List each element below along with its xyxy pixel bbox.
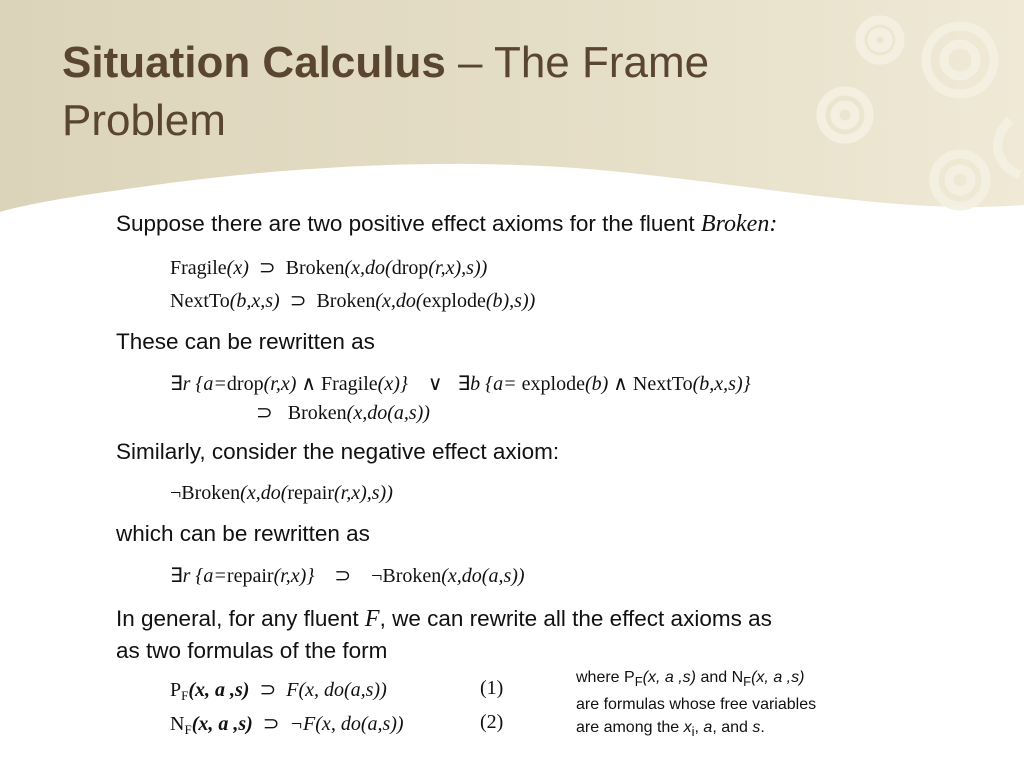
rw2-b: Broken <box>287 402 347 424</box>
note-l3-d: . <box>760 719 765 736</box>
rw1-m: (b,x,s)} <box>692 373 751 395</box>
f2-body: ¬F(x, do(a,s)) <box>289 713 404 735</box>
negrw-a: ∃ <box>170 565 183 587</box>
rw1-d: (r,x) <box>263 373 297 395</box>
note-l3-a: are among the <box>576 719 684 736</box>
rw1-l: ∧ NextTo <box>608 373 693 395</box>
neg-d: (r,x),s)) <box>334 482 393 504</box>
neg-c: repair <box>287 482 334 504</box>
rewrite-positive <box>170 371 751 396</box>
ax1-f: drop <box>391 257 429 279</box>
f1-body: F(x, do(a,s)) <box>286 679 387 701</box>
rw1-j: explode <box>521 373 585 395</box>
ax1-b: (x) <box>226 257 249 279</box>
title-rest: The Frame Problem <box>62 38 710 145</box>
formula-number-2: (2) <box>480 711 504 733</box>
rw1-a: ∃ <box>170 373 183 395</box>
neg-b: (x,do( <box>240 482 288 504</box>
paragraph-rewritten: These can be rewritten as <box>116 329 375 354</box>
note-line-3 <box>576 716 816 743</box>
formula-number-1: (1) <box>480 677 504 699</box>
negrw-d: (r,x)} <box>273 565 315 587</box>
rw1-h: ∃ <box>457 373 471 395</box>
note-line-1 <box>576 666 816 693</box>
paragraph-negative-axiom: Similarly, consider the negative effect axiom: <box>116 439 560 464</box>
rewrite-positive-conclusion <box>256 400 430 425</box>
p5-f: F <box>364 606 380 632</box>
axiom-repair <box>170 482 393 505</box>
f2-imp: ⊃ <box>262 713 280 735</box>
rw2-c: (x,do(a,s)) <box>346 402 430 424</box>
note-l1-sub: F <box>634 674 643 689</box>
axiom-nextto <box>170 288 535 313</box>
axiom-fragile <box>170 255 487 280</box>
rw1-g: ∨ <box>427 373 443 395</box>
f1-imp: ⊃ <box>259 679 277 701</box>
note-l3-b: , <box>694 719 704 736</box>
title-bold: Situation Calculus <box>62 38 446 87</box>
rw1-c: drop <box>226 373 264 395</box>
formula-positive <box>170 677 387 704</box>
p5-a: In general, for any fluent <box>116 606 365 631</box>
rw1-f: (x)} <box>377 373 408 395</box>
f1-args: (x, a ,s) <box>188 679 250 701</box>
rw1-e: ∧ Fragile <box>296 373 378 395</box>
ax1-g: (r,x),s)) <box>428 257 488 279</box>
note-l1-d: (x, a ,s) <box>751 669 805 686</box>
note-l1-sub2: F <box>743 674 752 689</box>
note-l3-a2: a <box>703 719 713 736</box>
paragraph-negative-rewritten: which can be rewritten as <box>116 521 370 546</box>
note-l1-a: where P <box>576 669 635 686</box>
p1-text: Suppose there are two positive effect axioms for the fluent <box>116 211 701 236</box>
p5-b: , we can rewrite all the effect axioms as <box>379 606 772 631</box>
paragraph-positive-axioms <box>116 211 777 238</box>
f2-pre: N <box>170 713 185 735</box>
negrw-e: ⊃ <box>334 565 352 587</box>
negrw-f: ¬Broken <box>371 565 442 587</box>
f2-sub: F <box>184 722 192 737</box>
ax2-a: NextTo <box>170 290 230 312</box>
rw1-i: b {a= <box>470 373 522 395</box>
negrw-g: (x,do(a,s)) <box>441 565 525 587</box>
negrw-c: repair <box>226 565 274 587</box>
ax1-c: ⊃ <box>258 257 276 279</box>
f2-args: (x, a ,s) <box>191 713 253 735</box>
note-l3-i: i <box>691 724 695 739</box>
p1-fluent: Broken: <box>700 211 778 237</box>
ax2-c: ⊃ <box>289 290 307 312</box>
ax2-b: (b,x,s) <box>229 290 280 312</box>
note-line-2: are formulas whose free variables <box>576 696 817 713</box>
negrw-b: r {a= <box>182 565 227 587</box>
note-l3-s: s <box>752 719 761 736</box>
formula-negative <box>170 711 404 738</box>
ax1-a: Fragile <box>170 257 227 279</box>
neg-a: ¬Broken <box>170 482 241 504</box>
ax2-f: explode <box>422 290 486 312</box>
rw2-a: ⊃ <box>256 402 273 424</box>
paragraph-general-line2: as two formulas of the form <box>116 638 388 663</box>
note-l1-b: (x, a ,s) <box>642 669 696 686</box>
ax2-e: (x,do( <box>375 290 423 312</box>
f1-pre: P <box>170 679 182 701</box>
rw1-b: r {a= <box>182 373 227 395</box>
note-l3-x: x <box>683 719 692 736</box>
paragraph-general-line1 <box>116 606 772 633</box>
ax2-g: (b),s)) <box>485 290 536 312</box>
rewrite-negative <box>170 563 525 588</box>
title-dash: – <box>445 38 494 87</box>
rw1-k: (b) <box>584 373 609 395</box>
note-l1-c: and N <box>696 669 744 686</box>
note-l3-c: , and <box>712 719 753 736</box>
f1-sub: F <box>181 688 189 703</box>
side-note <box>576 666 816 743</box>
ax1-d: Broken <box>285 257 345 279</box>
ax1-e: (x,do( <box>344 257 392 279</box>
ax2-d: Broken <box>316 290 376 312</box>
